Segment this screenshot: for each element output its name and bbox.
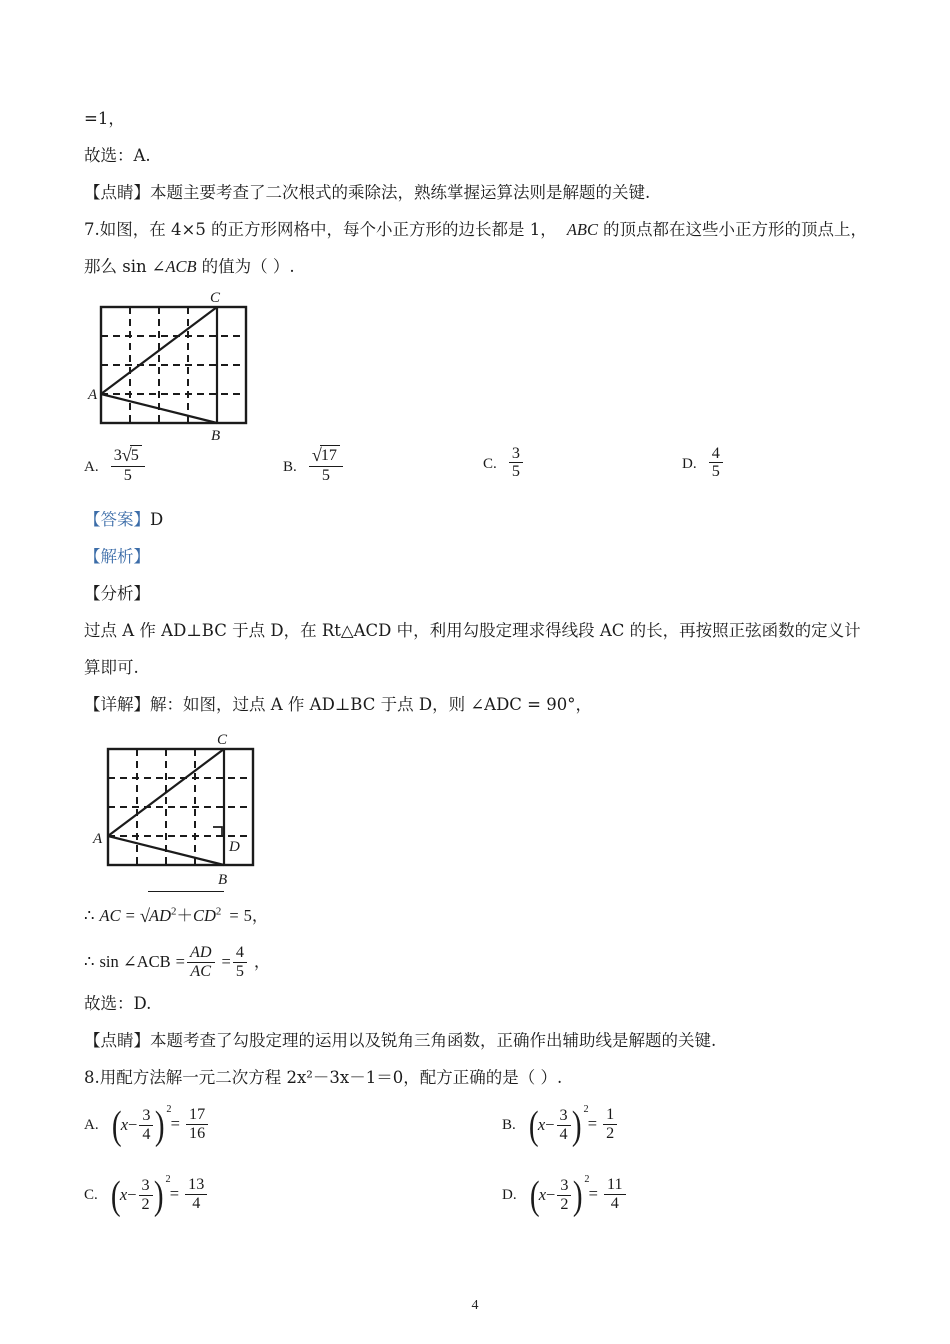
q8a-bnum: 3 [142,1107,151,1125]
q8d-bnum: 3 [560,1177,569,1195]
eq2-frac-4-5 [233,944,247,980]
figure2-label-A: A [93,831,103,847]
eq2-equals2: = [221,952,231,972]
detail-text: 解：如图，过点 A 作 AD⊥BC 于点 D，则 ∠ADC = 90°， [150,695,592,714]
option-d-label: D. [682,456,697,473]
q8c-var: x [119,1185,128,1205]
q8a-rnum: 17 [189,1106,206,1124]
question8-option-a[interactable] [84,1103,210,1143]
eq2-frac2-den: 5 [233,962,247,980]
q8b-rden: 2 [603,1124,617,1142]
question7-conclusion: 故选：D. [84,994,152,1014]
figure2-label-D: D [229,839,240,855]
question7-options [84,445,874,501]
q8a-op: − [128,1115,138,1135]
page-number: 4 [471,1298,479,1313]
question7-option-a[interactable] [84,445,147,484]
option-d-value [709,445,723,481]
q8a-var: x [120,1115,129,1135]
question7-stem-part1: 如图，在 4×5 的正方形网格中，每个小正方形的边长都是 1， [99,220,557,239]
option-a-coef: 3 [113,447,122,464]
option-d-num: 4 [711,445,720,462]
figure1-label-C: C [210,290,221,306]
q8d-rnum: 11 [607,1176,623,1194]
q8c-rden: 4 [185,1194,207,1212]
question7-insight-label: 【点睛】 [84,1031,150,1051]
answer-label: 【答案】 [84,510,150,529]
q8d-var: x [538,1185,547,1205]
figure1-label-A: A [88,387,98,403]
option-a-den: 5 [111,466,145,484]
question7-analysis-text-line2 [84,649,874,686]
q8c-eq: = [169,1184,180,1204]
eq2-lhs: sin ∠ACB [99,952,171,972]
question7-stem-line1 [84,211,874,248]
question7-insight-text: 本题考查了勾股定理的运用以及锐角三角函数，正确作出辅助线是解题的关键. [150,1031,717,1051]
q8a-bden: 4 [139,1125,153,1143]
option-b-radicand: 17 [320,445,340,464]
question8-option-c[interactable] [84,1173,209,1213]
option-d-den: 5 [709,462,723,480]
figure2-label-B: B [218,872,228,888]
q8-option-b-binomial [527,1103,589,1143]
option-a-radicand: 5 [130,445,142,464]
q8-option-d-binomial [528,1173,590,1213]
question7-option-d[interactable] [682,445,725,481]
analysis-text-2: 算即可. [84,658,139,677]
q8b-op: − [545,1115,555,1135]
question7-equation-2 [84,939,874,985]
eq2-comma: ， [253,952,271,972]
q8b-bden: 4 [557,1125,571,1143]
q8b-exp: 2 [583,1103,589,1115]
q8-option-a-result [186,1106,208,1142]
q8d-rden: 4 [604,1194,626,1212]
explain-label: 【解析】 [84,547,150,566]
question7-stem-line2 [84,248,874,285]
prev-choice-text: 故选：A. [84,146,151,165]
q8d-eq: = [588,1184,598,1204]
q8-option-d-label: D. [502,1187,517,1204]
insight-label: 【点睛】 [84,183,150,202]
q8a-eq: = [170,1114,180,1134]
option-b-value: $\frac{√17}{5}$ [309,445,343,484]
question7-triangle-label: ABC [566,220,598,239]
option-c-value [509,445,523,481]
eq1-radical: $√AD^2+CD^2$ [140,891,224,939]
grid-figure-with-altitude-ad [84,723,294,891]
q8a-rden: 16 [186,1124,208,1142]
q8-option-b-result [603,1106,617,1142]
answer-value: D [150,510,164,529]
question7-angle-label: ∠ACB [151,257,197,276]
question7-stem-part1b: 的顶点都在这些小正方形的顶点上， [602,220,867,239]
figure2-label-C: C [217,732,228,748]
question7-equation-1 [84,891,874,939]
question7-option-c[interactable] [483,445,525,481]
eq2-therefore: ∴ [84,952,95,972]
question7-analysis-text-line1 [84,612,874,649]
question7-number: 7. [84,220,100,239]
option-a-value: $\frac{3√5}{5}$ [111,445,145,484]
question7-option-b[interactable] [283,445,345,484]
q8-option-a-binomial [110,1103,172,1143]
prev-result-text: =1， [84,109,125,128]
figure1-label-B: B [211,428,221,444]
option-c-num: 3 [511,445,520,462]
q8b-rnum: 1 [606,1106,615,1124]
option-b-label: B. [283,459,297,476]
eq2-frac2-num: 4 [235,944,244,962]
question7-figure-1 [84,285,874,445]
eq2-frac1-den: AC [187,962,215,980]
question7-conclusion-line [84,985,874,1022]
question8-number: 8. [84,1068,100,1088]
q8c-bden: 2 [139,1195,153,1213]
q8-option-c-label: C. [84,1187,98,1204]
question7-explain-line [84,538,874,575]
q8b-bnum: 3 [559,1107,568,1125]
q8c-rnum: 13 [188,1176,205,1194]
eq2-equals1: = [175,952,185,972]
q8c-exp: 2 [165,1173,171,1185]
q8-option-a-label: A. [84,1117,99,1134]
q8d-bden: 2 [557,1195,571,1213]
q8-option-c-binomial [109,1173,171,1213]
q8d-exp: 2 [584,1173,590,1185]
question8-stem: 用配方法解一元二次方程 2x²－3x－1＝0，配方正确的是（ ）. [99,1068,563,1088]
analysis-label: 【分析】 [84,584,150,603]
eq1-equals2: = [229,906,239,925]
eq2-frac1-num: AD [189,944,212,962]
option-b-den: 5 [309,466,343,484]
q8d-op: − [546,1185,556,1205]
insight-text: 本题主要考查了二次根式的乘除法，熟练掌握运算法则是解题的关键. [150,183,651,202]
question7-figure-2 [84,723,874,891]
option-c-den: 5 [509,462,523,480]
page-content [84,100,874,1236]
q8a-exp: 2 [166,1103,172,1115]
eq2-frac-ad-ac [187,944,215,980]
prev-insight-line [84,174,874,211]
question7-answer-line [84,501,874,538]
eq1-comma: ， [251,906,269,925]
q8-option-d-result [604,1176,626,1212]
q8b-eq: = [587,1114,598,1134]
q8c-bnum: 3 [141,1177,150,1195]
option-c-label: C. [483,456,497,473]
question8-option-d[interactable] [502,1173,628,1213]
question7-insight-line [84,1022,874,1059]
q8-option-c-result [185,1176,207,1212]
prev-choice-line [84,137,874,174]
question8-option-b[interactable] [502,1103,619,1143]
question8-options [84,1103,874,1236]
eq1-equals: = [125,906,135,925]
question7-analysis-label-line [84,575,874,612]
eq1-therefore: ∴ [84,906,95,925]
q8b-var: x [537,1115,546,1135]
question7-detail-line [84,686,874,723]
question7-stem-part2post: 的值为（ ）. [201,257,295,276]
grid-figure-triangle-abc [84,285,284,445]
question7-stem-part2pre: 那么 sin [84,257,147,276]
prev-result-line [84,100,874,137]
analysis-text-1: 过点 A 作 AD⊥BC 于点 D，在 Rt△ACD 中，利用勾股定理求得线段 AC 的长，再按照正弦函数的定义计 [84,621,861,640]
option-a-label: A. [84,459,99,476]
eq1-lhs: AC [99,906,121,925]
q8c-op: − [127,1185,137,1205]
question8-stem-line [84,1059,874,1096]
detail-label: 【详解】 [84,695,150,714]
q8-option-b-label: B. [502,1117,516,1134]
eq1-rhs: 5 [243,906,252,925]
